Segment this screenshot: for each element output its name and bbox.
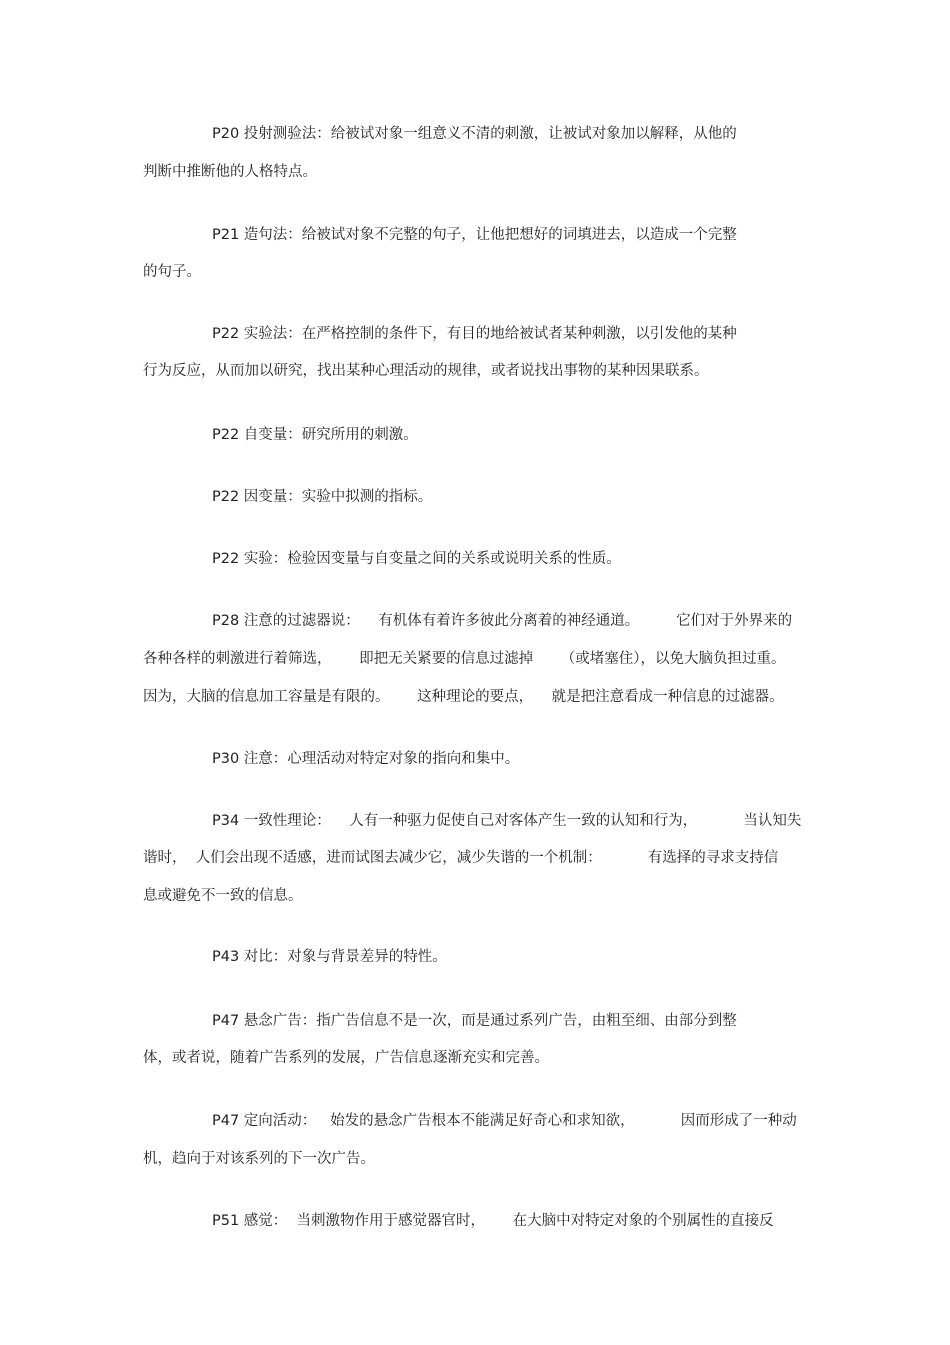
paragraph-p22-independent-variable: P22 自变量：研究所用的刺激。 (212, 427, 418, 443)
paragraph-p28-line-2: 各种各样的刺激进行着筛选， 即把无关紧要的信息过滤掉 （或堵塞住），以免大脑负担过重。 (143, 651, 786, 667)
paragraph-p47-orienting-line-2: 机，趋向于对该系列的下一次广告。 (143, 1151, 375, 1167)
paragraph-p30: P30 注意：心理活动对特定对象的指向和集中。 (212, 751, 520, 767)
paragraph-p47-suspense-ad-line-2: 体，或者说，随着广告系列的发展，广告信息逐渐充实和完善。 (143, 1050, 549, 1066)
paragraph-p28-line-3: 因为，大脑的信息加工容量是有限的。 这种理论的要点， 就是把注意看成一种信息的过滤器。 (143, 689, 784, 705)
paragraph-p22-experiment: P22 实验：检验因变量与自变量之间的关系或说明关系的性质。 (212, 551, 621, 567)
paragraph-p34-line-3: 息或避免不一致的信息。 (143, 888, 303, 904)
paragraph-p34-line-1: P34 一致性理论： 人有一种驱力促使自己对客体产生一致的认知和行为， 当认知失 (212, 813, 802, 829)
paragraph-p34-line-2: 谐时， 人们会出现不适感，进而试图去减少它，减少失谐的一个机制： 有选择的寻求支持信 (143, 850, 779, 866)
paragraph-p47-suspense-ad-line-1: P47 悬念广告：指广告信息不是一次，而是通过系列广告，由粗至细、由部分到整 (212, 1013, 737, 1029)
paragraph-p20-line-2: 判断中推断他的人格特点。 (143, 164, 317, 180)
paragraph-p20-line-1: P20 投射测验法：给被试对象一组意义不清的刺激，让被试对象加以解释，从他的 (212, 126, 737, 142)
paragraph-p21-line-2: 的句子。 (143, 264, 201, 280)
paragraph-p22-dependent-variable: P22 因变量：实验中拟测的指标。 (212, 489, 433, 505)
paragraph-p28-line-1: P28 注意的过滤器说： 有机体有着许多彼此分离着的神经通道。 它们对于外界来的 (212, 613, 793, 629)
paragraph-p47-orienting-line-1: P47 定向活动： 始发的悬念广告根本不能满足好奇心和求知欲， 因而形成了一种动 (212, 1113, 797, 1129)
paragraph-p22-experiment-method-line-2: 行为反应，从而加以研究，找出某种心理活动的规律，或者说找出事物的某种因果联系。 (143, 363, 709, 379)
paragraph-p21-line-1: P21 造句法：给被试对象不完整的句子，让他把想好的词填进去，以造成一个完整 (212, 227, 737, 243)
paragraph-p43: P43 对比：对象与背景差异的特性。 (212, 949, 447, 965)
paragraph-p22-experiment-method-line-1: P22 实验法：在严格控制的条件下，有目的地给被试者某种刺激，以引发他的某种 (212, 326, 737, 342)
paragraph-p51-line-1: P51 感觉： 当刺激物作用于感觉器官时， 在大脑中对特定对象的个别属性的直接反 (212, 1213, 774, 1229)
